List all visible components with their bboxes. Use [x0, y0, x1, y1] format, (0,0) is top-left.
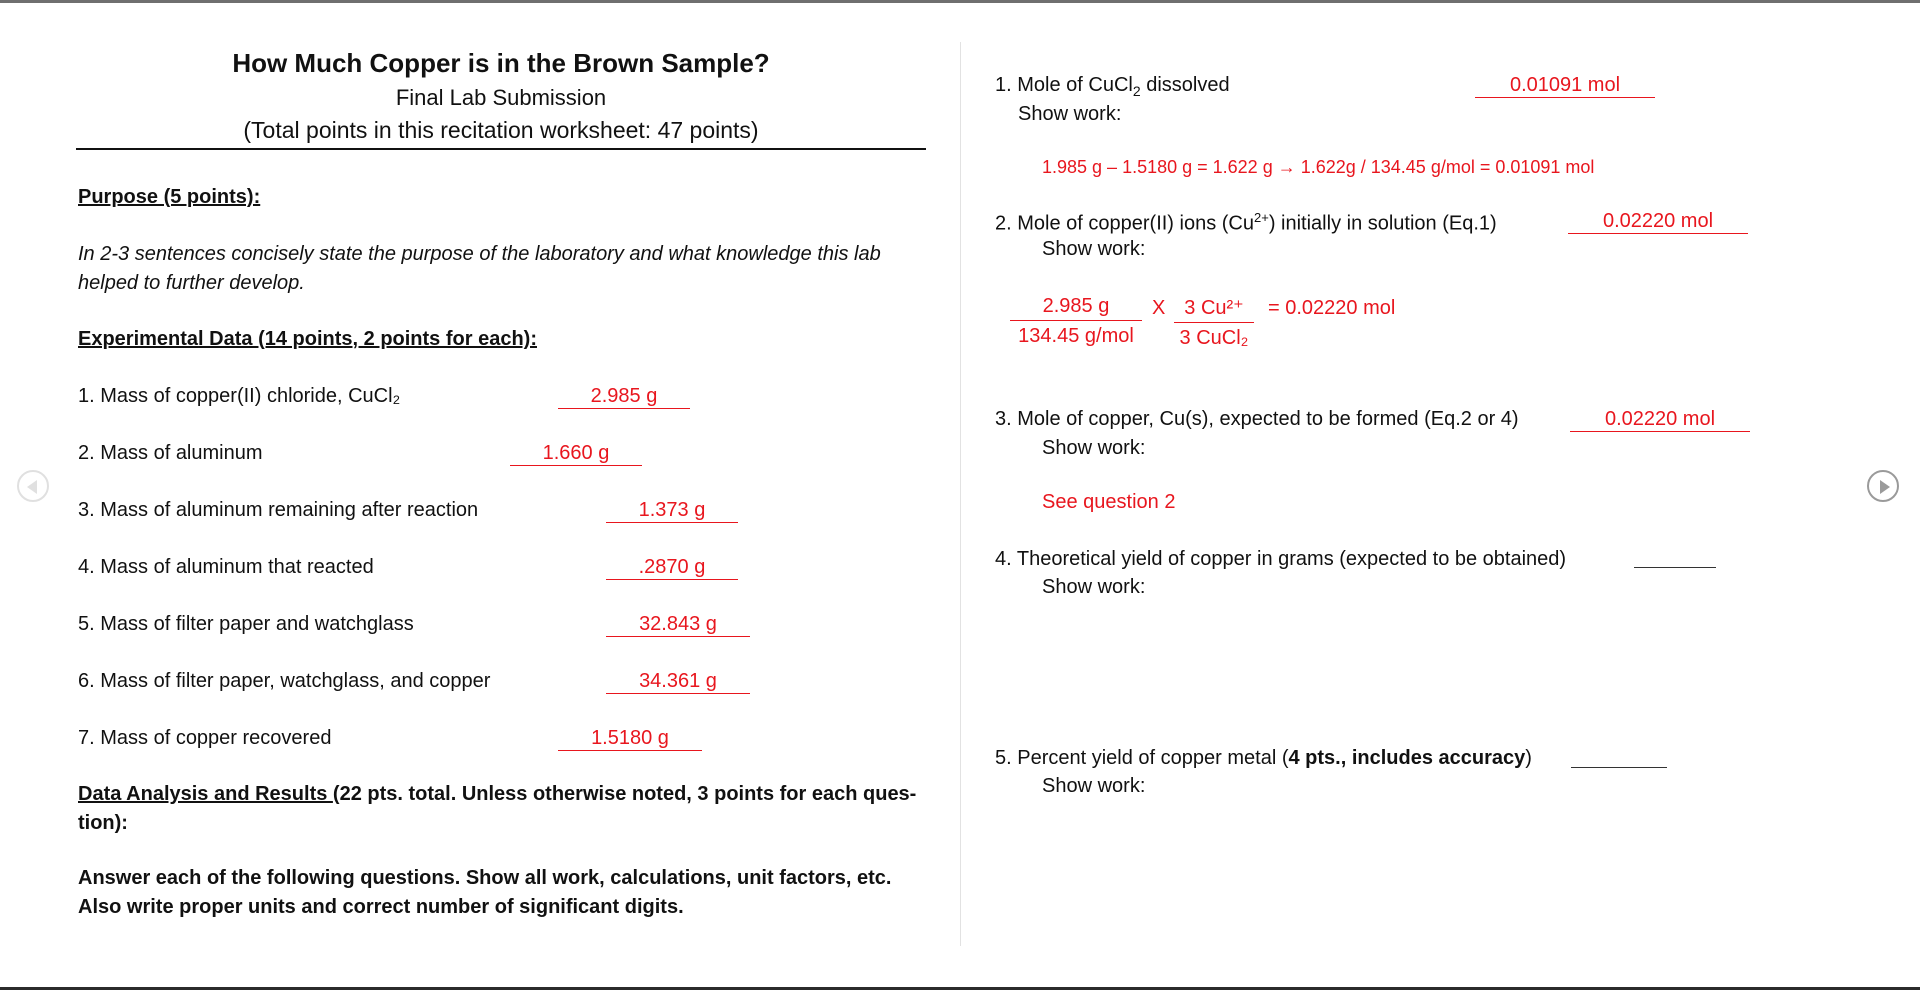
q4-label: 4. Theoretical yield of copper in grams (expected to be obtained) — [995, 548, 1567, 570]
q2-fraction-1-denominator: 134.45 g/mol — [1018, 325, 1134, 347]
q5-label-bold: 4 pts., includes accuracy — [1288, 747, 1526, 769]
q2-fraction-2-numerator: 3 Cu²⁺ — [1174, 295, 1254, 323]
q2-label-post: ) initially in solution (Eq.1) — [1268, 212, 1497, 235]
exp-item-2-label: 2. Mass of aluminum — [78, 442, 263, 464]
q2-fraction-1 — [1010, 295, 1142, 348]
q3-answer: 0.02220 mol — [1570, 408, 1750, 432]
exp-item-6-value: 34.361 g — [606, 670, 750, 694]
q5-label-pre: 5. Percent yield of copper metal ( — [995, 747, 1289, 769]
q1-label-pre: 1. Mole of CuCl — [995, 74, 1133, 96]
q2-result: = 0.02220 mol — [1268, 297, 1396, 319]
q5-show-work: Show work: — [1042, 775, 1146, 797]
q1-show-work: Show work: — [1018, 103, 1122, 125]
q1-answer: 0.01091 mol — [1475, 74, 1655, 98]
q2-fraction-2-denominator: 3 CuCl₂ — [1179, 327, 1249, 349]
worksheet-title: How Much Copper is in the Brown Sample? — [232, 48, 770, 78]
chevron-left-icon — [27, 480, 37, 494]
header-rule — [76, 148, 926, 150]
window-top-border — [0, 0, 1920, 3]
q2-label — [995, 210, 1497, 236]
analysis-heading — [78, 780, 928, 838]
q2-fraction-1-numerator: 2.985 g — [1010, 295, 1142, 321]
exp-item-1-value: 2.985 g — [558, 385, 690, 409]
q4-show-work: Show work: — [1042, 576, 1146, 598]
purpose-instruction: In 2-3 sentences concisely state the purpose of the laboratory and what knowledge this lab helped to further develop. — [78, 243, 881, 294]
q3-label: 3. Mole of copper, Cu(s), expected to be formed (Eq.2 or 4) — [995, 408, 1519, 430]
q2-fraction-2 — [1174, 295, 1254, 350]
exp-item-7-value: 1.5180 g — [558, 727, 702, 751]
analysis-heading-rest: (22 pts. total. Unless otherwise noted, 3 points for each ques-tion): — [78, 783, 917, 834]
exp-item-3-label: 3. Mass of aluminum remaining after reaction — [78, 499, 479, 521]
q2-show-work: Show work: — [1042, 238, 1146, 260]
analysis-instructions: Answer each of the following questions. Show all work, calculations, unit factors, etc. Also write proper units and correct number of significant digits. — [78, 867, 892, 918]
analysis-heading-underlined: Data Analysis and Results — [78, 783, 333, 805]
exp-item-7-label: 7. Mass of copper recovered — [78, 727, 332, 749]
exp-item-1-label: 1. Mass of copper(II) chloride, CuCl₂ — [78, 385, 401, 407]
q2-times: X — [1152, 297, 1166, 319]
prev-page-button[interactable] — [17, 470, 49, 502]
q5-answer-blank — [1571, 767, 1667, 768]
q2-answer: 0.02220 mol — [1568, 210, 1748, 234]
page-divider — [960, 42, 961, 946]
q1-label — [995, 74, 1230, 99]
exp-item-2-value: 1.660 g — [510, 442, 642, 466]
worksheet-subtitle: Final Lab Submission — [395, 85, 607, 110]
play-icon — [1880, 480, 1890, 494]
q3-show-work: Show work: — [1042, 437, 1146, 459]
exp-item-3-value: 1.373 g — [606, 499, 738, 523]
q5-label-post: ) — [1525, 747, 1532, 769]
worksheet-points-note: (Total points in this recitation worksheet: 47 points) — [243, 117, 759, 143]
next-page-button[interactable] — [1867, 470, 1899, 502]
exp-item-4-label: 4. Mass of aluminum that reacted — [78, 556, 374, 578]
q5-label — [995, 747, 1532, 770]
q1-label-sub: 2 — [1132, 83, 1141, 99]
purpose-heading: Purpose (5 points): — [78, 186, 261, 208]
q2-label-sup: 2+ — [1254, 210, 1269, 225]
q1-work: 1.985 g – 1.5180 g = 1.622 g → 1.622g / 134.45 g/mol = 0.01091 mol — [1042, 157, 1595, 177]
experimental-heading: Experimental Data (14 points, 2 points for each): — [78, 328, 537, 350]
q4-answer-blank — [1634, 567, 1716, 568]
exp-item-6-label: 6. Mass of filter paper, watchglass, and copper — [78, 670, 491, 692]
q2-label-pre: 2. Mole of copper(II) ions (Cu — [995, 212, 1254, 235]
exp-item-4-value: .2870 g — [606, 556, 738, 580]
exp-item-5-label: 5. Mass of filter paper and watchglass — [78, 613, 414, 635]
q3-work: See question 2 — [1042, 491, 1176, 513]
exp-item-5-value: 32.843 g — [606, 613, 750, 637]
q1-label-post: dissolved — [1140, 74, 1230, 96]
